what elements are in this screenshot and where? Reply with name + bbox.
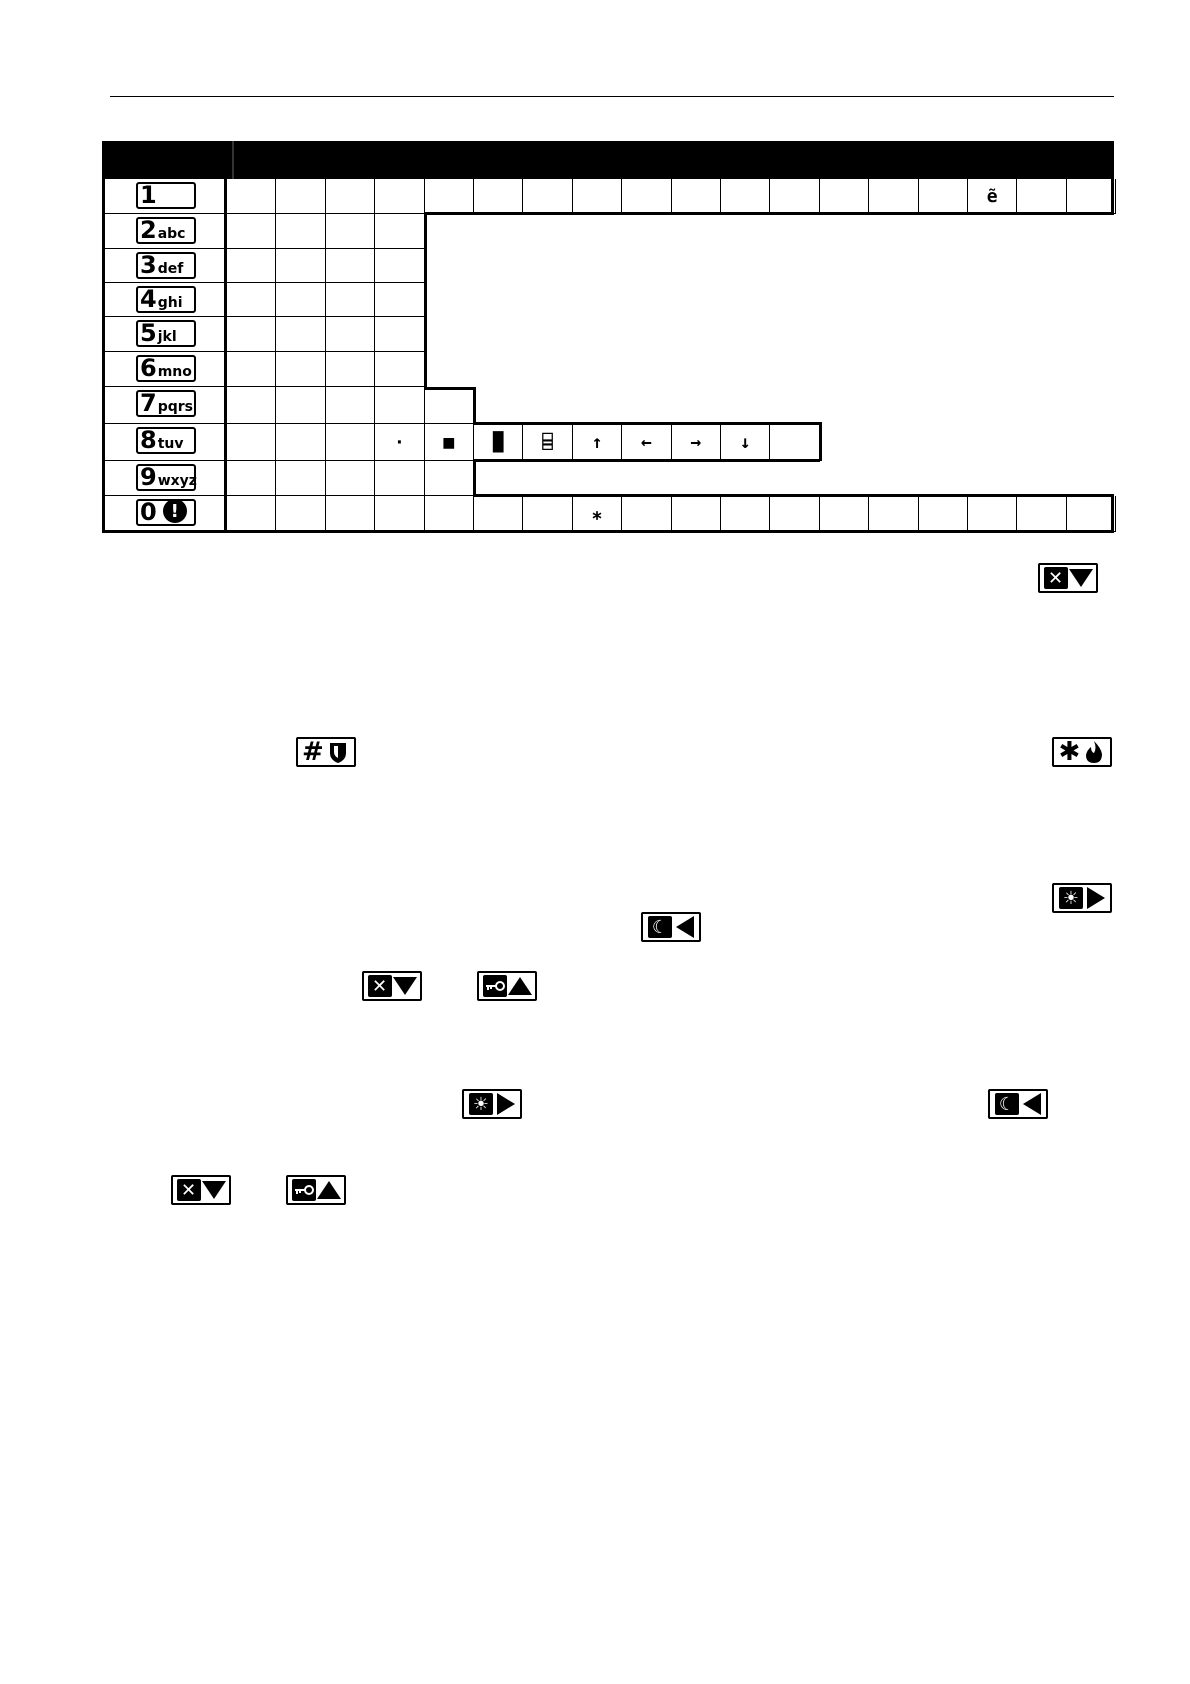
char-cell bbox=[622, 496, 671, 532]
char-cell bbox=[326, 179, 375, 214]
char-cell bbox=[919, 179, 968, 214]
char-cell bbox=[573, 179, 622, 214]
key-icon bbox=[293, 1184, 315, 1196]
table-row bbox=[102, 387, 1114, 424]
char-cell bbox=[227, 387, 276, 424]
keypad-key-2 bbox=[136, 217, 196, 244]
key-up-key-icon bbox=[477, 971, 537, 1001]
char-cell bbox=[276, 249, 325, 283]
char-cell bbox=[721, 496, 770, 532]
key-cell bbox=[102, 496, 227, 532]
keypad-key-9 bbox=[136, 464, 196, 491]
char-cell bbox=[770, 179, 819, 214]
char-cell bbox=[721, 179, 770, 214]
char-cell bbox=[375, 249, 424, 283]
key-cell bbox=[102, 424, 227, 461]
table-header bbox=[102, 141, 1114, 179]
char-cell bbox=[672, 496, 721, 532]
sun-right-key-icon-2: ☀ bbox=[462, 1089, 522, 1119]
key-letters: ghi bbox=[157, 295, 183, 311]
table-row bbox=[102, 461, 1114, 496]
table-row bbox=[102, 352, 1114, 387]
char-cell bbox=[375, 387, 424, 424]
sun-right-key-icon: ☀ bbox=[1052, 883, 1112, 913]
key-letters: jkl bbox=[157, 329, 177, 345]
table-border bbox=[474, 422, 820, 425]
table-row bbox=[102, 496, 1114, 532]
key-digit: 3 bbox=[140, 251, 157, 279]
char-cell bbox=[276, 461, 325, 496]
char-cell bbox=[227, 179, 276, 214]
char-cell bbox=[276, 496, 325, 532]
key-letters: wxyz bbox=[157, 473, 197, 489]
table-border bbox=[102, 530, 1114, 533]
symbol-cell: ↓ bbox=[721, 424, 770, 461]
char-cell bbox=[375, 283, 424, 317]
table-row bbox=[102, 283, 1114, 317]
char-cell bbox=[276, 214, 325, 249]
table-border bbox=[424, 212, 427, 389]
clear-down-key-icon-2: ✕ bbox=[362, 971, 422, 1001]
table-border bbox=[473, 387, 476, 424]
char-cell bbox=[474, 179, 523, 214]
char-cell bbox=[375, 461, 424, 496]
char-cell bbox=[1067, 496, 1116, 532]
key-cell bbox=[102, 179, 227, 214]
keypad-key-3 bbox=[136, 252, 196, 279]
table-border bbox=[474, 494, 1114, 497]
char-cell bbox=[375, 214, 424, 249]
key-cell bbox=[102, 461, 227, 496]
table-row bbox=[102, 179, 1114, 214]
star-fire-key-icon: ✱ bbox=[1052, 737, 1112, 767]
char-cell bbox=[523, 179, 572, 214]
key-letters: mno bbox=[157, 364, 192, 380]
char-cell bbox=[326, 317, 375, 352]
char-cell bbox=[425, 179, 474, 214]
hash-shield-key-icon: # bbox=[296, 737, 356, 767]
char-cell bbox=[1017, 496, 1066, 532]
char-cell bbox=[227, 461, 276, 496]
key-digit: 9 bbox=[140, 463, 157, 491]
symbol-cell: ↑ bbox=[573, 424, 622, 461]
key-digit: 1 bbox=[140, 181, 157, 209]
key-letters: tuv bbox=[157, 436, 184, 452]
char-cell bbox=[622, 179, 671, 214]
char-cell bbox=[227, 214, 276, 249]
key-cell bbox=[102, 214, 227, 249]
table-row bbox=[102, 214, 1114, 249]
symbol-cell: → bbox=[672, 424, 721, 461]
char-cell bbox=[227, 424, 276, 461]
char-cell bbox=[869, 496, 918, 532]
char-cell bbox=[968, 496, 1017, 532]
char-cell: ⁎ bbox=[573, 496, 622, 532]
clear-down-key-icon: ✕ bbox=[1038, 563, 1098, 593]
symbol-cell: ▐▌ bbox=[474, 424, 523, 461]
moon-left-key-icon-2: ☾ bbox=[988, 1089, 1048, 1119]
char-cell: ẽ bbox=[968, 179, 1017, 214]
char-cell bbox=[770, 424, 819, 461]
char-cell bbox=[276, 387, 325, 424]
key-cell bbox=[102, 249, 227, 283]
keypad-key-4 bbox=[136, 286, 196, 313]
key-digit: 7 bbox=[140, 389, 157, 417]
char-cell bbox=[326, 496, 375, 532]
character-table bbox=[102, 141, 1114, 535]
alert-icon: ! bbox=[163, 499, 187, 523]
keypad-key-7 bbox=[136, 390, 196, 417]
char-cell bbox=[326, 461, 375, 496]
char-cell bbox=[326, 249, 375, 283]
char-cell bbox=[326, 424, 375, 461]
char-cell bbox=[425, 387, 474, 424]
char-cell bbox=[227, 352, 276, 387]
char-cell bbox=[276, 317, 325, 352]
char-cell bbox=[375, 179, 424, 214]
key-digit: 6 bbox=[140, 354, 157, 382]
char-cell bbox=[523, 496, 572, 532]
symbol-cell: ■ bbox=[425, 424, 474, 461]
key-digit: 0 bbox=[140, 498, 157, 526]
key-letters: def bbox=[157, 261, 184, 277]
char-cell bbox=[1017, 179, 1066, 214]
table-border bbox=[1111, 179, 1114, 214]
table-border bbox=[473, 459, 476, 496]
char-cell bbox=[474, 496, 523, 532]
table-row bbox=[102, 249, 1114, 283]
char-cell bbox=[276, 352, 325, 387]
keypad-key-1 bbox=[136, 182, 196, 209]
table-row bbox=[102, 424, 1114, 461]
key-digit: 5 bbox=[140, 319, 157, 347]
table-border bbox=[474, 459, 820, 462]
header-rule bbox=[110, 96, 1114, 97]
char-cell bbox=[425, 496, 474, 532]
key-cell bbox=[102, 352, 227, 387]
char-cell bbox=[425, 461, 474, 496]
table-border bbox=[1111, 494, 1114, 532]
char-cell bbox=[326, 214, 375, 249]
fire-icon bbox=[1083, 740, 1105, 764]
char-cell bbox=[276, 179, 325, 214]
char-cell bbox=[227, 249, 276, 283]
keypad-key-0 bbox=[136, 499, 196, 526]
char-cell bbox=[820, 179, 869, 214]
keypad-key-5 bbox=[136, 320, 196, 347]
key-digit: 8 bbox=[140, 426, 157, 454]
symbol-cell: · bbox=[375, 424, 424, 461]
char-cell bbox=[869, 179, 918, 214]
key-cell bbox=[102, 387, 227, 424]
char-cell bbox=[227, 496, 276, 532]
key-icon bbox=[484, 980, 506, 992]
char-cell bbox=[326, 352, 375, 387]
key-letters: abc bbox=[157, 226, 186, 242]
char-cell bbox=[770, 496, 819, 532]
char-cell bbox=[375, 496, 424, 532]
char-cell bbox=[276, 424, 325, 461]
char-cell bbox=[326, 387, 375, 424]
table-border bbox=[425, 387, 474, 390]
symbol-cell: ← bbox=[622, 424, 671, 461]
table-row bbox=[102, 317, 1114, 352]
symbol-cell: ⌸ bbox=[523, 424, 572, 461]
moon-left-key-icon: ☾ bbox=[641, 912, 701, 942]
keypad-key-8 bbox=[136, 427, 196, 454]
clear-down-key-icon-3: ✕ bbox=[171, 1175, 231, 1205]
char-cell bbox=[227, 283, 276, 317]
char-cell bbox=[227, 317, 276, 352]
char-cell bbox=[672, 179, 721, 214]
char-cell bbox=[820, 496, 869, 532]
shield-icon bbox=[326, 740, 350, 764]
keypad-key-6 bbox=[136, 355, 196, 382]
key-letters: pqrs bbox=[157, 399, 193, 415]
key-digit: 2 bbox=[140, 216, 157, 244]
key-digit: 4 bbox=[140, 285, 157, 313]
char-cell bbox=[276, 283, 325, 317]
char-cell bbox=[326, 283, 375, 317]
table-border bbox=[425, 212, 1114, 215]
char-cell bbox=[1067, 179, 1116, 214]
key-cell bbox=[102, 317, 227, 352]
char-cell bbox=[375, 317, 424, 352]
key-up-key-icon-2 bbox=[286, 1175, 346, 1205]
table-border bbox=[819, 422, 822, 461]
char-cell bbox=[919, 496, 968, 532]
char-cell bbox=[375, 352, 424, 387]
key-cell bbox=[102, 283, 227, 317]
